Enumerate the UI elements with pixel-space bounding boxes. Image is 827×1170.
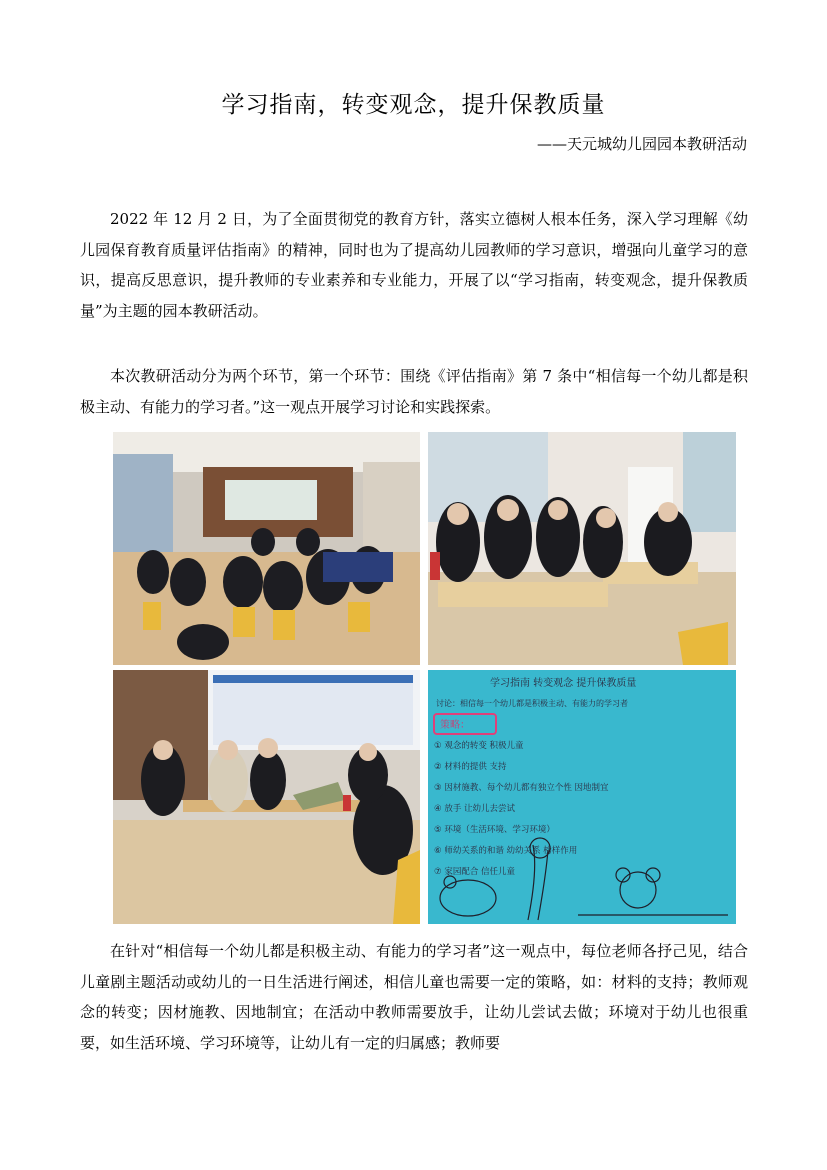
poster-item: ⑤ 环境（生活环境、学习环境） bbox=[434, 825, 555, 835]
poster-item: ③ 因材施教、每个幼儿都有独立个性 因地制宜 bbox=[434, 783, 609, 793]
photo-meeting-hall bbox=[113, 432, 420, 665]
paragraph-activity-overview: 本次教研活动分为两个环节，第一个环节：围绕《评估指南》第 7 条中“相信每一个幼儿都是积极主动、有能力的学习者。”这一观点开展学习讨论和实践探索。 bbox=[80, 367, 748, 416]
photo-teacher-presenting bbox=[113, 670, 420, 924]
poster-item: ② 材料的提供 支持 bbox=[434, 762, 507, 772]
poster-item: ① 观念的转变 积极儿童 bbox=[434, 741, 524, 751]
document-title: 学习指南，转变观念，提升保教质量 bbox=[221, 92, 606, 118]
poster-box-label: 策略： bbox=[440, 720, 470, 731]
poster-header: 学习指南 转变观念 提升保教质量 bbox=[490, 678, 637, 689]
poster-item: ⑥ 师幼关系的和谐 幼幼关系 榜样作用 bbox=[434, 846, 578, 856]
poster-item: ④ 放手 让幼儿去尝试 bbox=[434, 804, 516, 814]
poster-topic: 讨论：相信每一个幼儿都是积极主动、有能力的学习者 bbox=[436, 699, 628, 708]
paragraph-discussion: 在针对“相信每一个幼儿都是积极主动、有能力的学习者”这一观点中，每位老师各抒己见，结合儿童剧主题活动或幼儿的一日生活进行阐述，相信儿童也需要一定的策略，如：材料的支持；教师观念的转变；因材施教、因地制宜；在活动中教师需要放手，让幼儿尝试去做；环境对于幼儿也很重要，如生活环境、学习环境等，让幼儿有一定的归属感；教师要 bbox=[80, 942, 748, 1052]
paragraph-intro: 2022 年 12 月 2 日，为了全面贯彻党的教育方针，落实立德树人根本任务，深入学习理解《幼儿园保育教育质量评估指南》的精神，同时也为了提高幼儿园教师的学习意识，增强向儿童学习的意识，提高反思意识，提升教师的专业素养和专业能力，开展了以“学习指南，转变观念，提升保教质量”为主题的园本教研活动。 bbox=[80, 210, 748, 320]
photo-teachers-discussion bbox=[428, 432, 736, 665]
document-subtitle: ——天元城幼儿园园本教研活动 bbox=[536, 135, 747, 153]
poster-item: ⑦ 家园配合 信任儿童 bbox=[434, 867, 516, 877]
photo-discussion-poster bbox=[428, 670, 736, 924]
